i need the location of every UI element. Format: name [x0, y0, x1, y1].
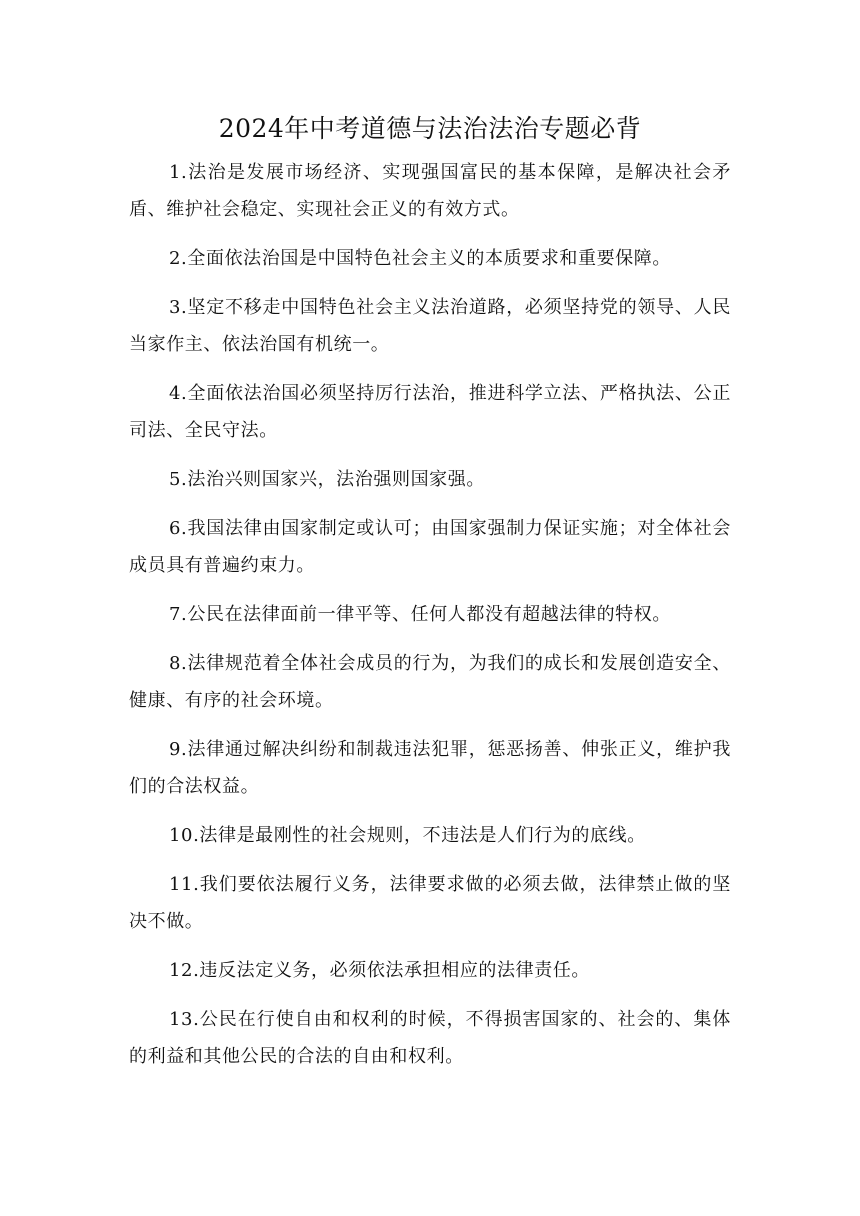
list-item: 4.全面依法治国必须坚持厉行法治，推进科学立法、严格执法、公正司法、全民守法。	[129, 383, 731, 441]
item-list	[129, 154, 731, 1087]
list-item: 11.我们要依法履行义务，法律要求做的必须去做，法律禁止做的坚决不做。	[129, 874, 731, 932]
list-item: 1.法治是发展市场经济、实现强国富民的基本保障，是解决社会矛盾、维护社会稳定、实现社会正义的有效方式。	[129, 162, 731, 220]
list-item: 3.坚定不移走中国特色社会主义法治道路，必须坚持党的领导、人民当家作主、依法治国有机统一。	[129, 297, 731, 355]
list-item: 5.法治兴则国家兴，法治强则国家强。	[169, 469, 485, 490]
list-item: 7.公民在法律面前一律平等、任何人都没有超越法律的特权。	[169, 604, 671, 625]
list-item: 10.法律是最刚性的社会规则，不违法是人们行为的底线。	[169, 825, 646, 846]
list-item: 9.法律通过解决纠纷和制裁违法犯罪，惩恶扬善、伸张正义，维护我们的合法权益。	[129, 739, 731, 797]
list-item: 12.违反法定义务，必须依法承担相应的法律责任。	[169, 960, 591, 981]
list-item: 2.全面依法治国是中国特色社会主义的本质要求和重要保障。	[169, 248, 671, 269]
document-title: 2024年中考道德与法治法治专题必背	[218, 114, 642, 143]
list-item: 8.法律规范着全体社会成员的行为，为我们的成长和发展创造安全、健康、有序的社会环境。	[129, 653, 731, 711]
list-item: 13.公民在行使自由和权利的时候，不得损害国家的、社会的、集体的利益和其他公民的合法的自由和权利。	[129, 1009, 731, 1067]
list-item: 6.我国法律由国家制定或认可；由国家强制力保证实施；对全体社会成员具有普遍约束力。	[129, 518, 731, 576]
